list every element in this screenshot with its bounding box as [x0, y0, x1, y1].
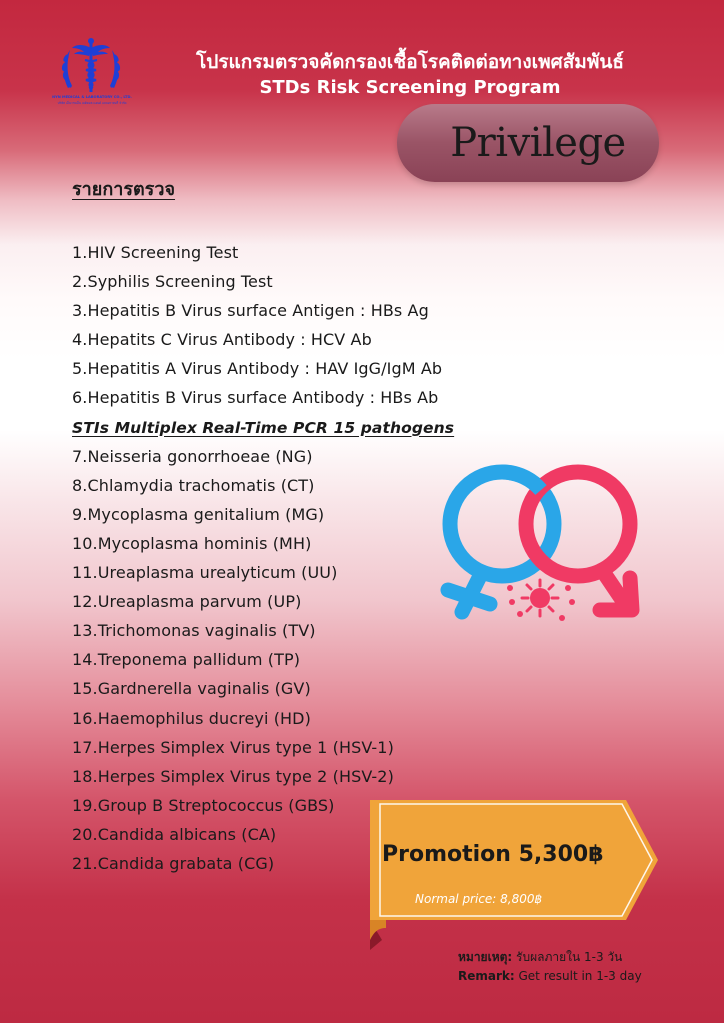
remark-english-label: Remark: — [458, 969, 515, 983]
list-item: 10.Mycoplasma hominis (MH) — [72, 533, 312, 553]
caduceus-logo-icon — [58, 36, 124, 100]
list-item: 11.Ureaplasma urealyticum (UU) — [72, 563, 338, 583]
page-title-thai: โปรแกรมตรวจคัดกรองเชื้อโรคติดต่อทางเพศสัมพันธ์ — [196, 51, 624, 73]
remark-thai-label: หมายเหตุ: — [458, 950, 513, 964]
list-item: 8.Chlamydia trachomatis (CT) — [72, 475, 315, 495]
section-title: รายการตรวจ — [72, 179, 176, 200]
remark — [458, 948, 642, 986]
privilege-badge — [397, 104, 659, 182]
list-item: 2.Syphilis Screening Test — [72, 272, 273, 292]
list-item: 1.HIV Screening Test — [72, 243, 239, 262]
privilege-label: Privilege — [450, 120, 626, 166]
promotion-ribbon — [368, 800, 660, 950]
logo-caption: NYN MEDICAL & LABORATORY CO., LTD. — [52, 95, 132, 99]
gender-symbols-illustration — [440, 452, 650, 637]
list-item: 3.Hepatitis B Virus surface Antigen : HBs Ag — [72, 301, 429, 321]
list-item: 14.Treponema pallidum (TP) — [72, 650, 301, 670]
logo-caption-th: บริษัท เอ็นวายเอ็น เมดิคอล แอนด์ แลบอราทอรี่ จำกัด — [57, 101, 127, 105]
list-item: 7.Neisseria gonorrhoeae (NG) — [72, 446, 313, 466]
list-item: 5.Hepatitis A Virus Antibody : HAV IgG/IgM Ab — [72, 359, 443, 379]
list-item: 4.Hepatits C Virus Antibody : HCV Ab — [72, 330, 372, 350]
test-list — [72, 242, 454, 882]
page-title-english: STDs Risk Screening Program — [259, 77, 561, 98]
list-item: 6.Hepatitis B Virus surface Antibody : HBs Ab — [72, 388, 439, 408]
remark-english-text: Get result in 1-3 day — [514, 969, 642, 983]
list-item: 17.Herpes Simplex Virus type 1 (HSV-1) — [72, 737, 394, 757]
list-item: 12.Ureaplasma parvum (UP) — [72, 592, 302, 612]
list-item: 15.Gardnerella vaginalis (GV) — [72, 679, 311, 699]
list-item: 21.Candida grabata (CG) — [72, 853, 275, 873]
list-item: 9.Mycoplasma genitalium (MG) — [72, 504, 325, 524]
virus-icon — [507, 580, 575, 621]
promotion-price: Promotion 5,300฿ — [382, 842, 604, 867]
remark-thai — [458, 948, 642, 967]
normal-price: Normal price: 8,800฿ — [415, 892, 543, 906]
remark-thai-text: รับผลภายใน 1-3 วัน — [512, 950, 623, 964]
list-subheading: STIs Multiplex Real-Time PCR 15 pathogens — [72, 418, 455, 437]
list-item: 16.Haemophilus ducreyi (HD) — [72, 708, 311, 728]
list-item: 20.Candida albicans (CA) — [72, 824, 277, 844]
remark-english — [458, 967, 642, 986]
list-item: 13.Trichomonas vaginalis (TV) — [72, 621, 316, 641]
list-item: 18.Herpes Simplex Virus type 2 (HSV-2) — [72, 766, 394, 786]
list-item: 19.Group B Streptococcus (GBS) — [72, 795, 335, 815]
